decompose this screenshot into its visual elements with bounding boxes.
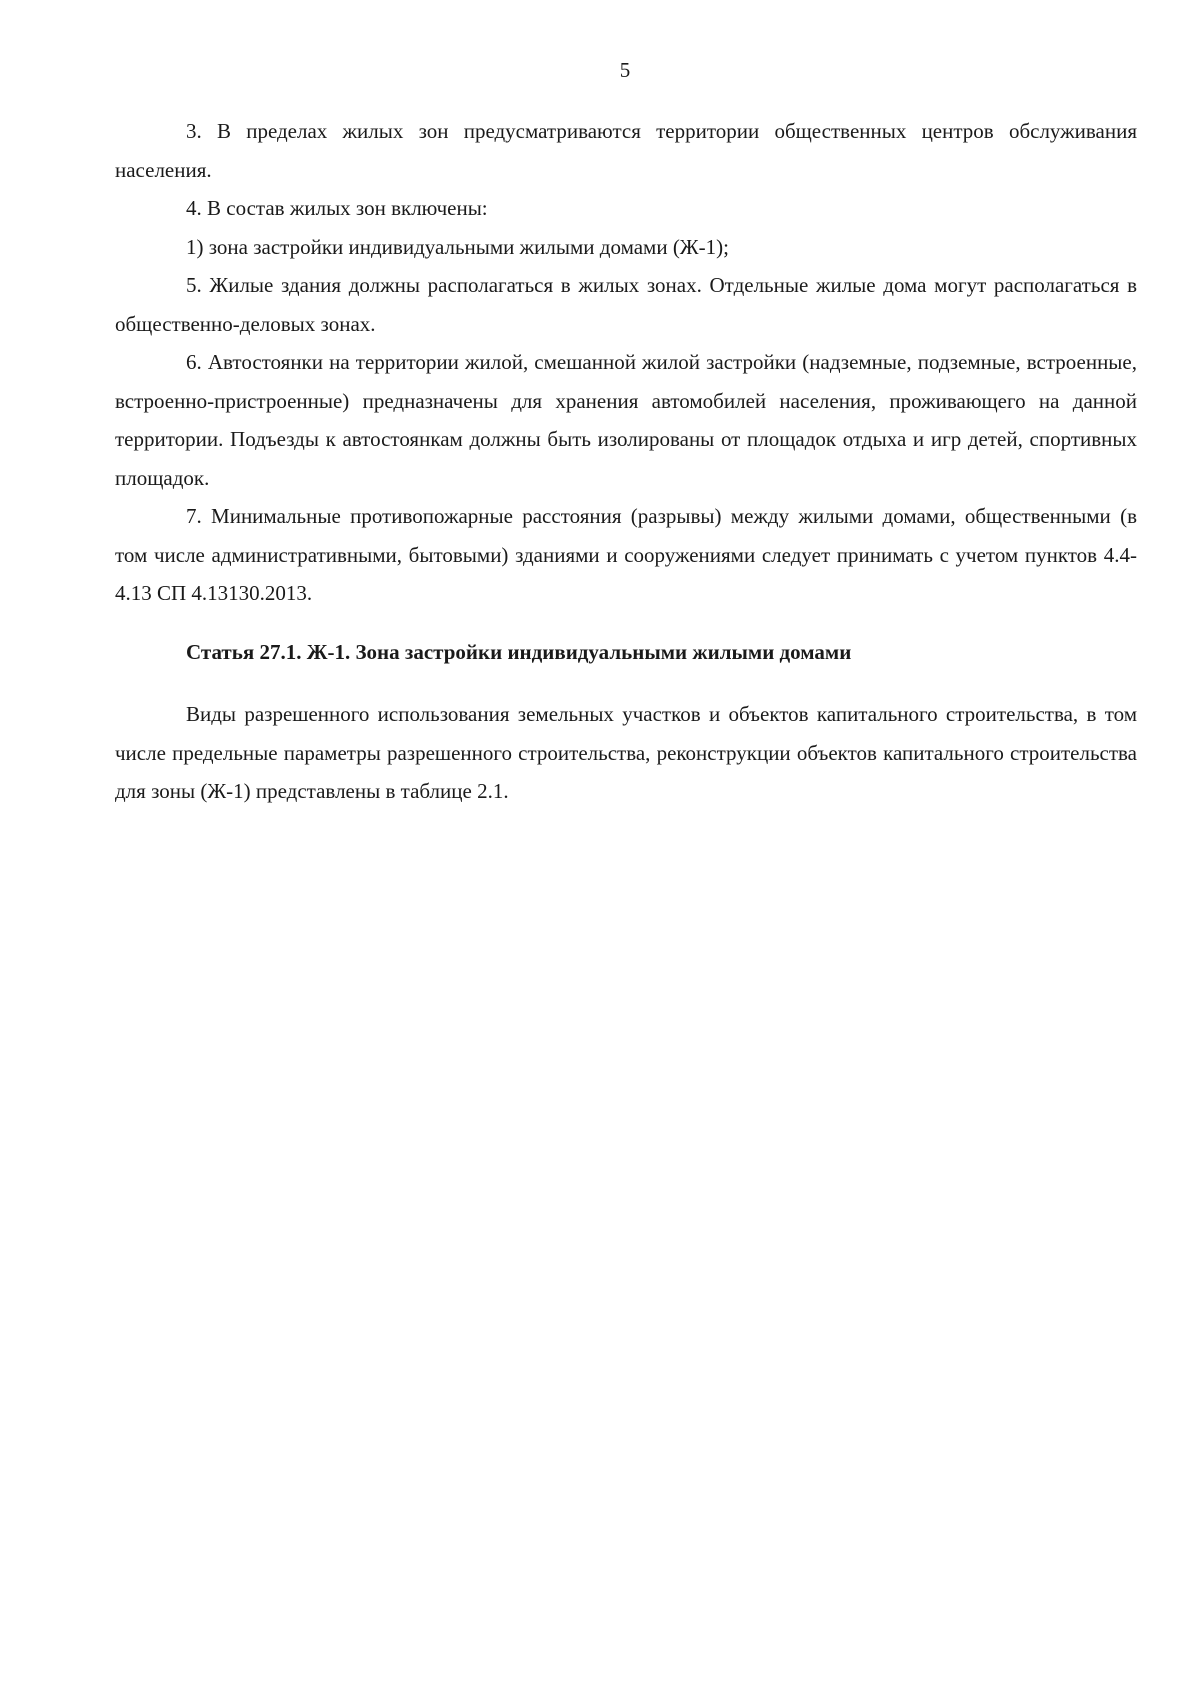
paragraph-5: 5. Жилые здания должны располагаться в жилых зонах. Отдельные жилые дома могут располагаться в общественно-деловых зонах.: [115, 273, 1137, 336]
paragraph-7: 7. Минимальные противопожарные расстояния (разрывы) между жилыми домами, общественными (в том числе административными, бытовыми) зданиями и сооружениями следует принимать с учетом пунктов 4.4-4.13 СП 4.13130.2013.: [115, 504, 1137, 605]
article-heading: Статья 27.1. Ж-1. Зона застройки индивидуальными жилыми домами: [186, 639, 852, 664]
paragraph-article-intro: Виды разрешенного использования земельных участков и объектов капитального строительства, в том числе предельные параметры разрешенного строительства, реконструкции объектов капитального строительства для зоны (Ж-1) представлены в таблице 2.1.: [115, 702, 1137, 803]
paragraph-4: 4. В состав жилых зон включены:: [186, 196, 488, 220]
paragraph-6: 6. Автостоянки на территории жилой, смешанной жилой застройки (надземные, подземные, встроенные, встроенно-пристроенные) предназначены для хранения автомобилей населения, проживающего на данной территории. Подъезды к автостоянкам должны быть изолированы от площадок отдыха и игр детей, спортивных площадок.: [115, 350, 1137, 490]
document-body: [115, 112, 1137, 811]
page-number: 5: [619, 58, 631, 82]
paragraph-4-item-1: 1) зона застройки индивидуальными жилыми домами (Ж-1);: [186, 234, 729, 259]
paragraph-3: 3. В пределах жилых зон предусматриваются территории общественных центров обслуживания населения.: [115, 119, 1137, 182]
